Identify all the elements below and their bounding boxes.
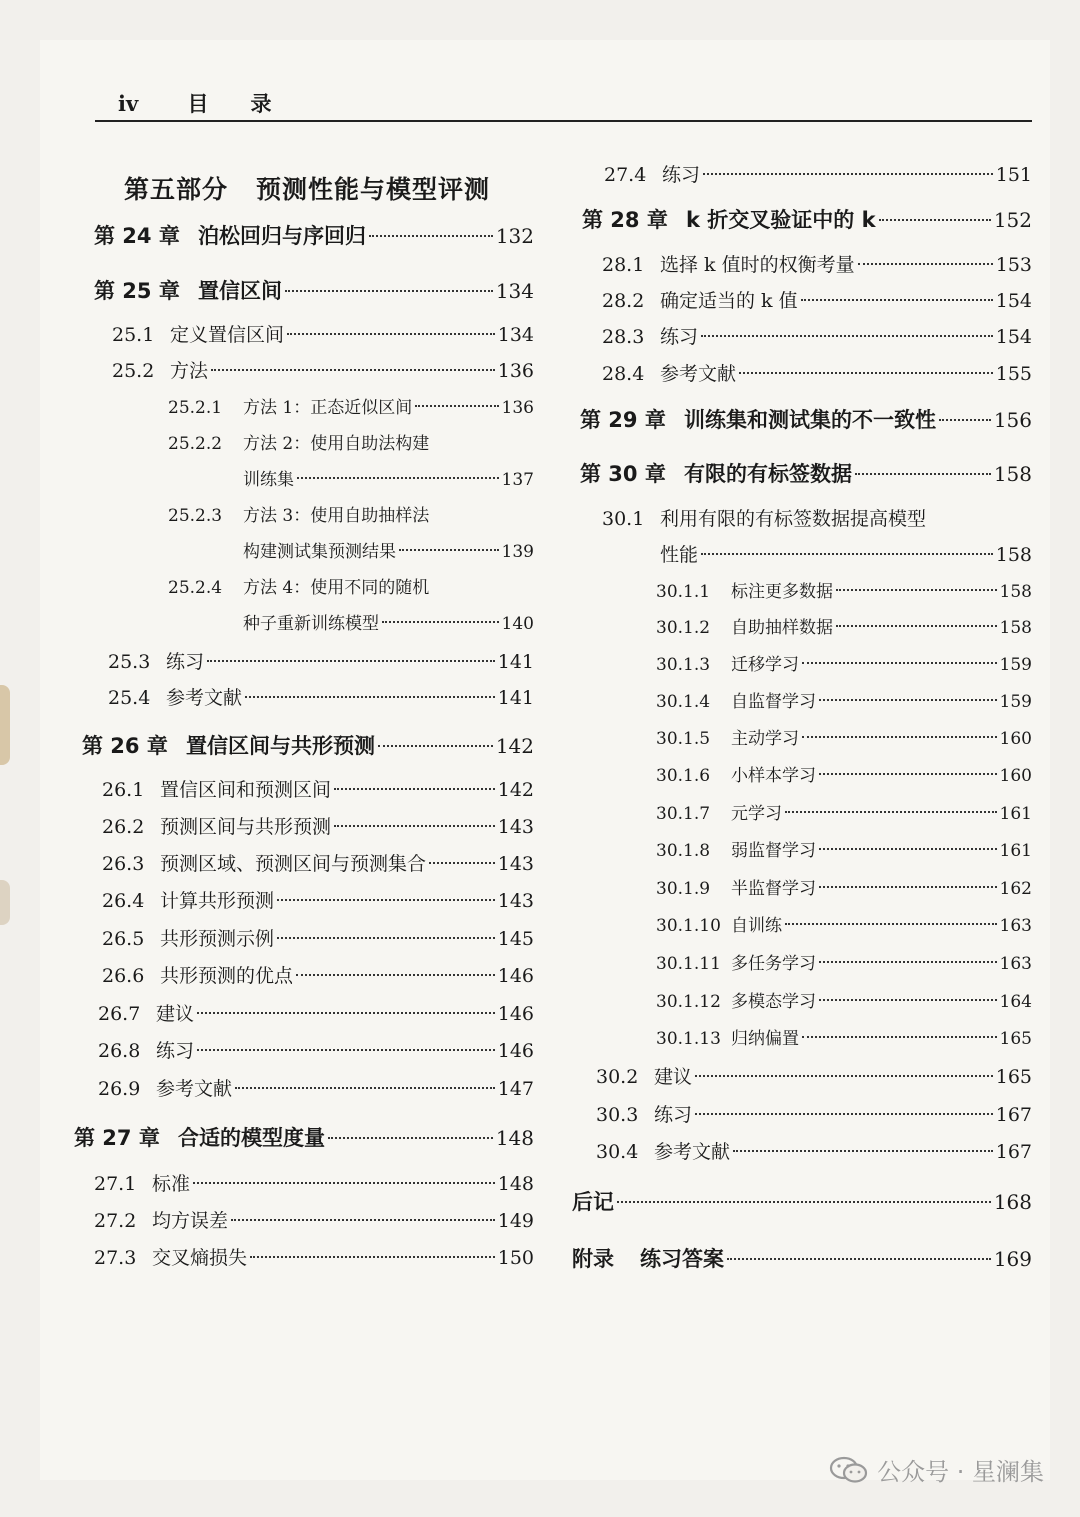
toc-entry-chapter[interactable] [94,220,534,250]
toc-entry-number: 26.2 [102,816,145,838]
toc-entry-page: 153 [995,254,1032,276]
toc-entry-sub[interactable] [168,501,534,526]
toc-entry-number: 30.1.6 [656,766,711,786]
toc-entry-page: 163 [999,916,1032,936]
toc-entry-chapter[interactable] [74,1122,534,1152]
toc-entry-section[interactable] [604,160,1032,187]
toc-entry-sub[interactable] [168,465,534,490]
dot-leader [382,604,499,623]
toc-entry-title: 交叉熵损失 [152,1247,248,1269]
toc-entry-section[interactable] [102,775,534,802]
toc-entry-number: 30.1.11 [656,954,721,974]
toc-entry-sub[interactable] [168,573,534,598]
toc-entry-page: 154 [995,290,1032,312]
toc-entry-section[interactable] [602,359,1032,386]
toc-entry-sub[interactable] [168,537,534,562]
dot-leader [245,677,495,698]
dot-leader [739,353,993,374]
toc-entry-title: 多模态学习 [731,992,816,1012]
toc-entry-number: 30.1.13 [656,1029,721,1049]
watermark-text: 公众号 · 星澜集 [877,1458,1044,1486]
toc-entry-title: 训练集和测试集的不一致性 [684,408,936,432]
toc-entry-number: 26.7 [98,1003,141,1025]
toc-entry-title: 方法 [170,360,209,382]
toc-entry-sub[interactable] [656,874,1032,899]
dot-leader [819,944,997,963]
toc-entry-page: 150 [497,1247,534,1269]
toc-entry-page: 154 [995,326,1032,348]
toc-entry-number: 25.2 [112,360,155,382]
toc-entry-title: 有限的有标签数据 [684,462,852,486]
dot-leader [296,955,495,976]
toc-entry-page: 141 [497,651,534,673]
toc-entry-title: 方法 2：使用自助法构建 [243,434,430,454]
toc-entry-page: 142 [495,734,534,758]
toc-entry-page: 152 [993,208,1032,232]
toc-entry-page: 148 [497,1173,534,1195]
toc-entry-chapter[interactable] [580,404,1032,434]
dot-leader [703,154,993,175]
toc-entry-section[interactable] [94,1243,534,1270]
toc-entry-page: 134 [495,279,534,303]
part-title: 预测性能与模型评测 [256,175,491,204]
toc-entry-title: 预测区域、预测区间与预测集合 [160,853,427,875]
dot-leader [617,1180,991,1203]
toc-entry-page: 149 [497,1210,534,1232]
toc-entry-number: 30.1 [602,508,645,530]
toc-entry-sub[interactable] [168,429,534,454]
toc-entry-title: 建议 [156,1003,195,1025]
dot-leader [399,532,499,551]
toc-entry-page: 146 [497,1040,534,1062]
dot-leader [369,214,493,237]
toc-entry-section[interactable] [98,1074,534,1101]
dot-leader [785,794,997,813]
dot-leader [207,641,495,662]
toc-entry-section[interactable] [94,1169,534,1196]
toc-entry-page: 139 [501,542,534,562]
toc-entry-section[interactable] [112,320,534,347]
toc-entry-section[interactable] [596,1062,1032,1089]
toc-entry-number: 30.4 [596,1141,639,1163]
toc-entry-number: 28.3 [602,326,645,348]
toc-entry-sub[interactable] [656,1024,1032,1049]
toc-entry-number: 27.1 [94,1173,137,1195]
dot-leader [819,682,997,701]
toc-entry-sub[interactable] [656,724,1032,749]
toc-entry-section[interactable] [102,961,534,988]
dot-leader [695,1094,993,1115]
toc-entry-plain[interactable] [572,1243,1032,1273]
toc-entry-number: 25.2.3 [168,506,223,526]
toc-entry-title: 方法 1：正态近似区间 [243,398,413,418]
toc-entry-title: 练习 [660,326,699,348]
toc-entry-title: 弱监督学习 [731,841,816,861]
toc-entry-title: 训练集 [243,470,294,490]
toc-entry-title: 预测区间与共形预测 [160,816,332,838]
dot-leader [879,198,991,221]
toc-entry-page: 137 [501,470,534,490]
toc-entry-title: 方法 4：使用不同的随机 [243,578,430,598]
header-rule [95,120,1032,122]
toc-entry-page: 167 [995,1141,1032,1163]
toc-entry-number: 第 25 章 [94,279,180,303]
toc-entry-number: 26.5 [102,928,145,950]
toc-entry-title: 参考文献 [660,363,737,385]
dot-leader [855,452,991,475]
toc-entry-title: 小样本学习 [731,766,816,786]
toc-entry-page: 148 [495,1126,534,1150]
dot-leader [701,316,993,337]
toc-entry-number: 25.2.1 [168,398,223,418]
dot-leader [193,1163,495,1184]
toc-entry-sub[interactable] [656,687,1032,712]
toc-entry-title: 主动学习 [731,729,799,749]
dot-leader [277,880,495,901]
toc-entry-page: 163 [999,954,1032,974]
toc-entry-title: 元学习 [731,804,782,824]
toc-entry-page: 158 [999,618,1032,638]
dot-leader [733,1131,993,1152]
part-heading [124,170,490,206]
part-number: 第五部分 [124,175,229,204]
toc-entry-number: 27.4 [604,164,647,186]
toc-entry-section[interactable] [102,849,534,876]
toc-entry-page: 142 [497,779,534,801]
dot-leader [819,982,997,1001]
toc-entry-number: 第 24 章 [94,224,180,248]
toc-entry-number: 30.3 [596,1104,639,1126]
toc-entry-title: 共形预测示例 [160,928,275,950]
toc-entry-page: 151 [995,164,1032,186]
dot-leader [939,398,991,421]
toc-entry-title: 练习 [166,651,205,673]
toc-entry-chapter[interactable] [580,458,1032,488]
toc-entry-title: 标准 [152,1173,191,1195]
dot-leader [836,572,997,591]
dot-leader [858,244,993,265]
toc-entry-page: 162 [999,879,1032,899]
dot-leader [287,314,495,335]
toc-entry-number: 30.1.3 [656,655,711,675]
dot-leader [695,1056,993,1077]
toc-entry-section[interactable] [602,540,1032,567]
toc-entry-number: 30.2 [596,1066,639,1088]
dot-leader [802,645,997,664]
toc-entry-number: 27.2 [94,1210,137,1232]
dot-leader [802,719,997,738]
toc-entry-title: 自监督学习 [731,692,816,712]
dot-leader [785,906,997,925]
dot-leader [197,993,495,1014]
toc-entry-page: 160 [999,766,1032,786]
toc-entry-title: 置信区间与共形预测 [186,734,375,758]
toc-entry-title: 合适的模型度量 [178,1126,325,1150]
toc-entry-page: 161 [999,841,1032,861]
toc-entry-number: 30.1.1 [656,582,711,602]
toc-entry-page: 169 [993,1247,1032,1271]
toc-entry-title: 练习 [156,1040,195,1062]
dot-leader [334,806,495,827]
toc-entry-chapter[interactable] [94,275,534,305]
dot-leader [250,1237,495,1258]
toc-entry-page: 167 [995,1104,1032,1126]
toc-entry-section[interactable] [98,999,534,1026]
toc-entry-title: 归纳偏置 [731,1029,799,1049]
page-edge-mark [0,685,10,765]
toc-entry-number: 25.2.4 [168,578,223,598]
toc-entry-number: 28.2 [602,290,645,312]
toc-entry-page: 159 [999,655,1032,675]
toc-entry-section[interactable] [108,647,534,674]
toc-entry-sub[interactable] [168,609,534,634]
toc-entry-sub[interactable] [656,613,1032,638]
toc-entry-title: 自训练 [731,916,782,936]
toc-entry-number: 27.3 [94,1247,137,1269]
toc-entry-sub[interactable] [656,761,1032,786]
watermark [829,1452,1044,1487]
dot-leader [277,918,495,939]
page-edge-mark [0,880,10,925]
dot-leader [801,280,993,301]
toc-entry-chapter[interactable] [82,730,534,760]
toc-entry-number: 30.1.8 [656,841,711,861]
dot-leader [235,1068,495,1089]
toc-entry-title: 共形预测的优点 [160,965,294,987]
toc-entry-title: 参考文献 [166,687,243,709]
toc-entry-sub[interactable] [656,987,1032,1012]
toc-entry-title: 迁移学习 [731,655,799,675]
toc-entry-section[interactable] [94,1206,534,1233]
dot-leader [197,1030,495,1051]
toc-entry-page: 145 [497,928,534,950]
toc-entry-title: 自助抽样数据 [731,618,833,638]
toc-entry-title: 置信区间 [198,279,282,303]
dot-leader [334,769,495,790]
toc-entry-page: 165 [999,1029,1032,1049]
toc-entry-page: 143 [497,890,534,912]
toc-entry-page: 156 [993,408,1032,432]
toc-entry-title: 性能 [660,544,699,566]
dot-leader [819,756,997,775]
toc-entry-title: 练习 [654,1104,693,1126]
toc-entry-section[interactable] [602,286,1032,313]
toc-entry-page: 146 [497,965,534,987]
toc-entry-number: 25.3 [108,651,151,673]
toc-entry-title: 后记 [572,1190,614,1214]
toc-entry-page: 136 [497,360,534,382]
toc-entry-title: 练习 [662,164,701,186]
toc-entry-page: 134 [497,324,534,346]
toc-entry-number: 第 27 章 [74,1126,160,1150]
wechat-icon [829,1456,869,1484]
toc-entry-page: 141 [497,687,534,709]
toc-entry-section[interactable] [108,683,534,710]
toc-entry-number: 第 28 章 [582,208,668,232]
toc-entry-number: 26.3 [102,853,145,875]
toc-entry-title: 计算共形预测 [160,890,275,912]
toc-entry-page: 164 [999,992,1032,1012]
toc-entry-title: 均方误差 [152,1210,229,1232]
toc-entry-page: 168 [993,1190,1032,1214]
toc-entry-number: 28.1 [602,254,645,276]
toc-entry-section[interactable] [602,322,1032,349]
toc-entry-number: 26.9 [98,1078,141,1100]
toc-entry-sub[interactable] [656,799,1032,824]
toc-entry-page: 158 [993,462,1032,486]
running-head-page-number: iv [118,91,139,116]
toc-entry-number: 25.1 [112,324,155,346]
toc-entry-number: 第 30 章 [580,462,666,486]
toc-entry-page: 159 [999,692,1032,712]
running-head-title: 目录 [187,91,314,116]
toc-entry-title: 半监督学习 [731,879,816,899]
dot-leader [429,843,495,864]
toc-entry-number: 30.1.4 [656,692,711,712]
toc-entry-section[interactable] [98,1036,534,1063]
toc-entry-page: 160 [999,729,1032,749]
dot-leader [819,869,997,888]
toc-entry-sub[interactable] [656,949,1032,974]
dot-leader [211,350,495,371]
dot-leader [836,608,997,627]
dot-leader [701,534,993,555]
toc-entry-title: 泊松回归与序回归 [198,224,366,248]
dot-leader [328,1116,493,1139]
toc-entry-section[interactable] [602,250,1032,277]
toc-entry-section[interactable] [102,924,534,951]
toc-entry-sub[interactable] [656,577,1032,602]
toc-entry-section[interactable] [102,812,534,839]
toc-entry-number: 26.6 [102,965,145,987]
toc-entry-sub[interactable] [656,911,1032,936]
toc-entry-title: 定义置信区间 [170,324,285,346]
toc-entry-number: 第 26 章 [82,734,168,758]
toc-entry-title: 多任务学习 [731,954,816,974]
toc-entry-title: 选择 k 值时的权衡考量 [660,254,855,276]
toc-entry-title: k 折交叉验证中的 k [686,208,876,232]
toc-entry-number: 28.4 [602,363,645,385]
toc-entry-title: 置信区间和预测区间 [160,779,332,801]
toc-entry-section[interactable] [596,1100,1032,1127]
toc-entry-sub[interactable] [168,393,534,418]
toc-entry-number: 30.1.9 [656,879,711,899]
toc-entry-number: 26.1 [102,779,145,801]
toc-entry-page: 132 [495,224,534,248]
toc-entry-number: 30.1.5 [656,729,711,749]
dot-leader [819,831,997,850]
toc-entry-number: 附录 [572,1247,614,1271]
toc-entry-title: 构建测试集预测结果 [243,542,396,562]
toc-entry-number: 30.1.2 [656,618,711,638]
toc-entry-section[interactable] [602,504,1032,531]
toc-entry-number: 30.1.12 [656,992,721,1012]
toc-entry-title: 确定适当的 k 值 [660,290,798,312]
toc-entry-title: 建议 [654,1066,693,1088]
toc-entry-page: 161 [999,804,1032,824]
toc-entry-number: 25.2.2 [168,434,223,454]
toc-entry-page: 147 [497,1078,534,1100]
toc-entry-sub[interactable] [656,650,1032,675]
toc-entry-section[interactable] [596,1137,1032,1164]
dot-leader [415,388,498,407]
dot-leader [802,1019,997,1038]
toc-entry-title: 利用有限的有标签数据提高模型 [660,508,927,530]
toc-entry-title: 练习答案 [640,1247,724,1271]
toc-entry-title: 参考文献 [156,1078,233,1100]
toc-entry-title: 方法 3：使用自助抽样法 [243,506,430,526]
toc-entry-chapter[interactable] [582,204,1032,234]
toc-entry-plain[interactable] [572,1186,1032,1216]
dot-leader [378,724,493,747]
toc-entry-page: 143 [497,816,534,838]
toc-entry-title: 种子重新训练模型 [243,614,379,634]
toc-entry-number: 30.1.10 [656,916,721,936]
toc-entry-page: 155 [995,363,1032,385]
toc-entry-page: 158 [995,544,1032,566]
running-head [118,88,314,118]
toc-entry-section[interactable] [102,886,534,913]
toc-entry-page: 146 [497,1003,534,1025]
toc-entry-title: 标注更多数据 [731,582,833,602]
toc-entry-number: 第 29 章 [580,408,666,432]
dot-leader [231,1200,495,1221]
toc-entry-number: 25.4 [108,687,151,709]
dot-leader [727,1237,991,1260]
toc-entry-title: 参考文献 [654,1141,731,1163]
toc-entry-number: 26.8 [98,1040,141,1062]
toc-entry-page: 136 [501,398,534,418]
toc-entry-page: 165 [995,1066,1032,1088]
toc-entry-number: 30.1.7 [656,804,711,824]
toc-entry-page: 140 [501,614,534,634]
toc-entry-number: 26.4 [102,890,145,912]
toc-entry-sub[interactable] [656,836,1032,861]
toc-entry-page: 158 [999,582,1032,602]
toc-entry-section[interactable] [112,356,534,383]
toc-entry-page: 143 [497,853,534,875]
dot-leader [285,269,493,292]
dot-leader [297,460,499,479]
